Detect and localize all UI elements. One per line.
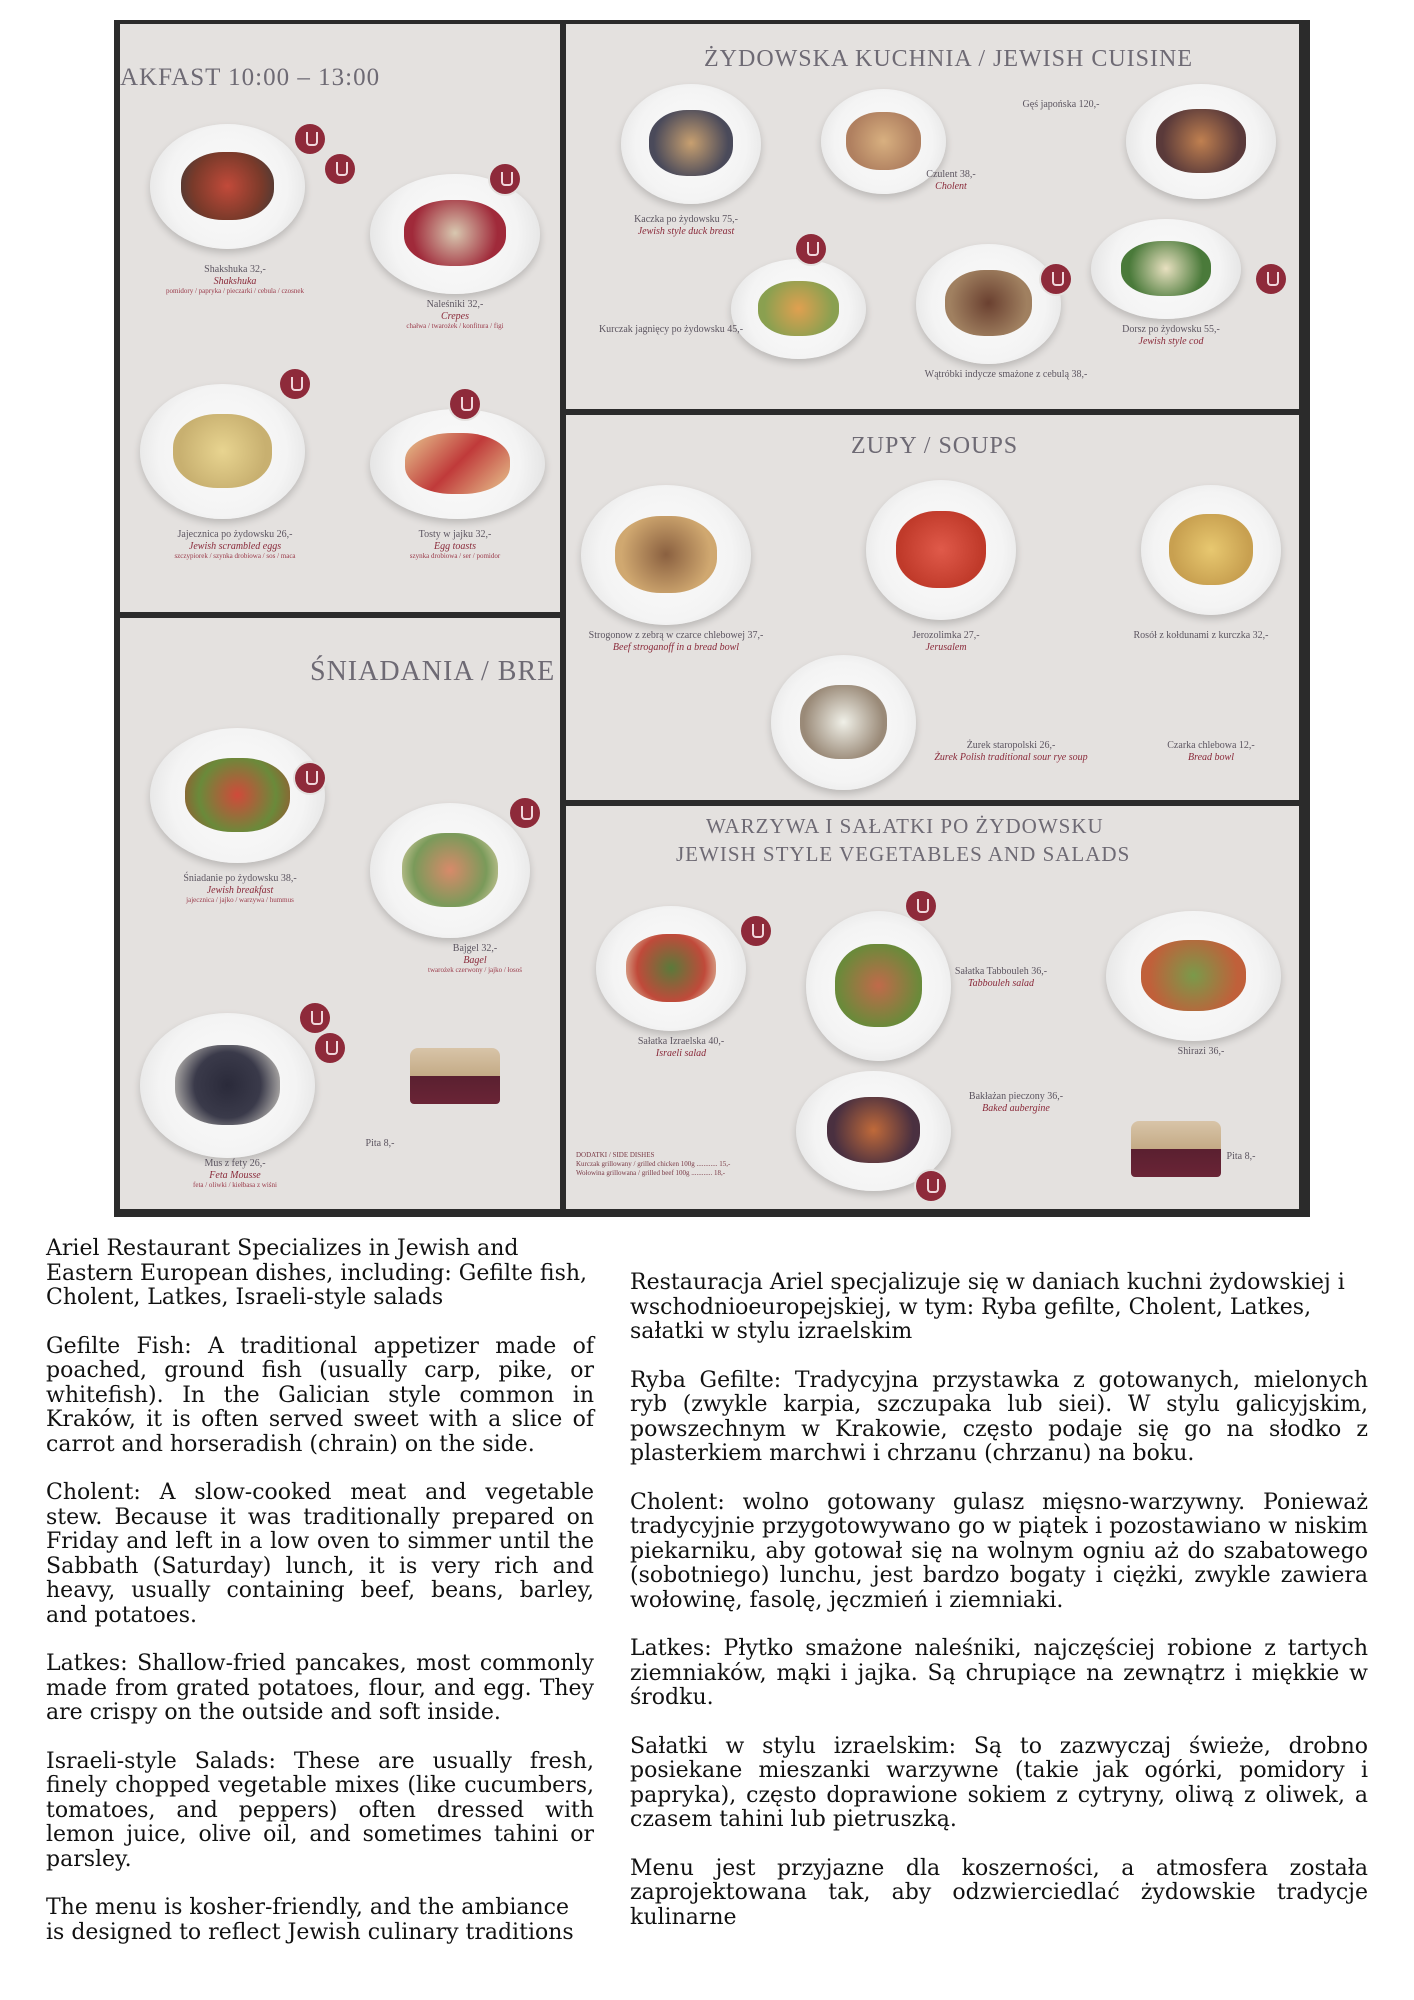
caption-feta-mousse: Mus z fety 26,- Feta Mousse feta / oliwki / kiełbasa z wiśni [193, 1158, 277, 1189]
panel-soups [566, 415, 1299, 800]
pl-latkes: Latkes: Płytko smażone naleśniki, najczęściej robione z tartych ziemniaków, mąki i jajka. Są chrupiące na zewnątrz i miękkie w środku. [630, 1636, 1368, 1710]
side-dish-item: Wołowina grillowana / grilled beef 100g ............ 18,- [576, 1169, 726, 1178]
caption-bagel: Bajgel 32,- Bagel twarożek czerwony / jajko / łosoś [428, 943, 522, 974]
caption-cod: Dorsz po żydowsku 55,- Jewish style cod [1122, 324, 1220, 347]
plate-egg-toasts [370, 409, 545, 519]
caption-chicken: Kurczak jagnięcy po żydowsku 45,- [598, 324, 744, 335]
kosher-badge-icon [741, 916, 771, 946]
caption-shirazi: Shirazi 36,- [1177, 1046, 1225, 1057]
kosher-badge-icon [490, 164, 520, 194]
english-description [46, 1237, 594, 1969]
panel-title-breakfast-pl: ŚNIADANIA / BRE [310, 656, 556, 687]
plate-bagel [370, 803, 530, 938]
plate-shirazi [1106, 911, 1281, 1041]
plate-scrambled-eggs [140, 384, 305, 519]
plate-chicken [731, 259, 866, 359]
plate-zurek [771, 655, 916, 790]
caption-turkey-liver: Wątróbki indycze smażone z cebulą 38,- [924, 369, 1088, 380]
en-cholent: Cholent: A slow-cooked meat and vegetable stew. Because it was traditionally prepared on Friday and left in a low oven to simmer until the Sabbath (Saturday) lunch, it is very rich and heavy, usually containing beef, beans, barley, and potatoes. [46, 1480, 594, 1628]
kosher-badge-icon [325, 154, 355, 184]
kosher-badge-icon [916, 1171, 946, 1201]
pl-gefilte-fish: Ryba Gefilte: Tradycyjna przystawka z gotowanych, mielonych ryb (zwykle karpia, szczupaka lub siei). W stylu galicyjskim, powszechnym w Krakowie, często podaje się go na słodko z plasterkiem marchwi i chrzanu (chrzanu) na boku. [630, 1367, 1368, 1466]
plate-cod [1091, 219, 1241, 319]
caption-pita: Pita 8,- [365, 1138, 395, 1149]
pita-basket [410, 1048, 500, 1104]
panel-breakfast-top [120, 24, 560, 612]
caption-egg-toasts: Tosty w jajku 32,- Egg toasts szynka drobiowa / ser / pomidor [409, 529, 501, 560]
caption-jerusalem-soup: Jerozolimka 27,- Jerusalem [912, 630, 980, 653]
panel-title-salads-en: JEWISH STYLE VEGETABLES AND SALADS [676, 842, 1131, 866]
caption-aubergine: Bakłażan pieczony 36,- Baked aubergine [968, 1091, 1064, 1114]
plate-shakshuka [150, 124, 305, 249]
panel-title-soups: ZUPY / SOUPS [851, 433, 1019, 459]
caption-bread-bowl: Czarka chlebowa 12,- Bread bowl [1167, 740, 1255, 763]
en-intro: Ariel Restaurant Specializes in Jewish and Eastern European dishes, including: Gefilte fish, Cholent, Latkes, Israeli-style salads [46, 1236, 588, 1310]
pl-kosher-note: Menu jest przyjazne dla koszerności, a atmosfera została zaprojektowana tak, aby odzwierciedlać żydowskie tradycje kulinarne [630, 1855, 1368, 1930]
plate-broth [1141, 485, 1281, 615]
kosher-badge-icon [315, 1033, 345, 1063]
kosher-badge-icon [280, 369, 310, 399]
plate-goose [1126, 84, 1276, 199]
side-dishes-list [576, 1151, 796, 1178]
panel-title-jewish-cuisine: ŻYDOWSKA KUCHNIA / JEWISH CUISINE [704, 46, 1193, 72]
kosher-badge-icon [295, 124, 325, 154]
pl-cholent: Cholent: wolno gotowany gulasz mięsno-warzywny. Ponieważ tradycyjnie przygotowywano go w piątek i pozostawiano w niskim piekarniku, aby gotował się na wolnym ogniu aż do szabatowego (sobotniego) lunchu, jest bardzo bogaty i ciężki, zwykle zawiera wołowinę, fasolę, jęczmień i ziemniaki. [630, 1489, 1368, 1613]
en-kosher-note: The menu is kosher-friendly, and the ambiance is designed to reflect Jewish culinary traditions [46, 1895, 574, 1945]
caption-jewish-breakfast: Śniadanie po żydowsku 38,- Jewish breakfast jajecznica / jajko / warzywa / hummus [183, 873, 297, 904]
plate-jewish-breakfast [150, 728, 325, 863]
pl-intro: Restauracja Ariel specjalizuje się w daniach kuchni żydowskiej i wschodnioeuropejskiej, w tym: Ryba gefilte, Cholent, Latkes, sałatki w stylu izraelskim [630, 1270, 1345, 1344]
plate-turkey-liver [916, 244, 1061, 364]
kosher-badge-icon [906, 891, 936, 921]
caption-salads-pita: Pita 8,- [1226, 1151, 1256, 1162]
kosher-badge-icon [1256, 264, 1286, 294]
plate-crepes [370, 174, 540, 294]
caption-israeli-salad: Sałatka Izraelska 40,- Israeli salad [637, 1036, 725, 1059]
caption-crepes: Naleśniki 32,- Crepes chałwa / twarożek / konfitura / figi [406, 299, 504, 330]
en-latkes: Latkes: Shallow-fried pancakes, most commonly made from grated potatoes, flour, and egg. They are crispy on the outside and soft inside. [46, 1651, 594, 1725]
kosher-badge-icon [300, 1003, 330, 1033]
plate-israeli-salad [596, 906, 746, 1031]
caption-broth: Rosół z kołdunami z kurczka 32,- [1133, 630, 1269, 641]
kosher-badge-icon [295, 763, 325, 793]
caption-cholent: Czulent 38,- Cholent [926, 169, 976, 192]
caption-stroganoff: Strogonow z zebrą w czarce chlebowej 37,- Beef stroganoff in a bread bowl [588, 630, 764, 653]
kosher-badge-icon [1041, 264, 1071, 294]
plate-jerusalem-soup [866, 480, 1016, 620]
en-gefilte-fish: Gefilte Fish: A traditional appetizer made of poached, ground fish (usually carp, pike, or whitefish). In the Galician style common in Kraków, it is often served sweet with a slice of carrot and horseradish (chrain) on the side. [46, 1333, 594, 1457]
caption-tabbouleh: Sałatka Tabbouleh 36,- Tabbouleh salad [954, 966, 1048, 989]
pl-israeli-salads: Sałatki w stylu izraelskim: Są to zazwyczaj świeże, drobno posiekane mieszanki warzywne (takie jak ogórki, pomidory i papryka), często doprawione sokiem z cytryny, oliwą z oliwek, a czasem tahini lub pietruszką. [630, 1733, 1368, 1832]
caption-shakshuka: Shakshuka 32,- Shakshuka pomidory / papryka / pieczarki / cebula / czosnek [165, 264, 304, 295]
kosher-badge-icon [796, 234, 826, 264]
kosher-badge-icon [510, 798, 540, 828]
caption-scrambled-eggs: Jajecznica po żydowsku 26,- Jewish scrambled eggs szczypiorek / szynka drobiowa / sos / maca [174, 529, 296, 560]
plate-stroganoff [581, 485, 751, 625]
caption-duck: Kaczka po żydowsku 75,- Jewish style duck breast [634, 214, 738, 237]
caption-zurek: Żurek staropolski 26,- Żurek Polish traditional sour rye soup [934, 740, 1088, 763]
panel-breakfast-bottom [120, 618, 560, 1209]
panel-jewish-cuisine [566, 24, 1299, 409]
panel-title-salads-pl: WARZYWA I SAŁATKI PO ŻYDOWSKU [706, 814, 1104, 838]
polish-description [630, 1271, 1368, 1954]
caption-goose: Gęś japońska 120,- [1022, 99, 1100, 110]
panel-salads [566, 806, 1299, 1209]
menu-photo [114, 20, 1310, 1217]
kosher-badge-icon [450, 389, 480, 419]
panel-title-breakfast: AKFAST 10:00 – 13:00 [120, 64, 381, 91]
pita-basket [1131, 1121, 1221, 1177]
plate-duck [621, 84, 761, 204]
en-israeli-salads: Israeli-style Salads: These are usually fresh, finely chopped vegetable mixes (like cucumbers, tomatoes, and peppers) often dressed with lemon juice, olive oil, and sometimes tahini or parsley. [46, 1748, 594, 1872]
plate-feta-mousse [140, 1013, 315, 1158]
side-dishes-title: DODATKI / SIDE DISHES [576, 1151, 655, 1159]
side-dish-item: Kurczak grillowany / grilled chicken 100g ............ 15,- [576, 1160, 731, 1169]
